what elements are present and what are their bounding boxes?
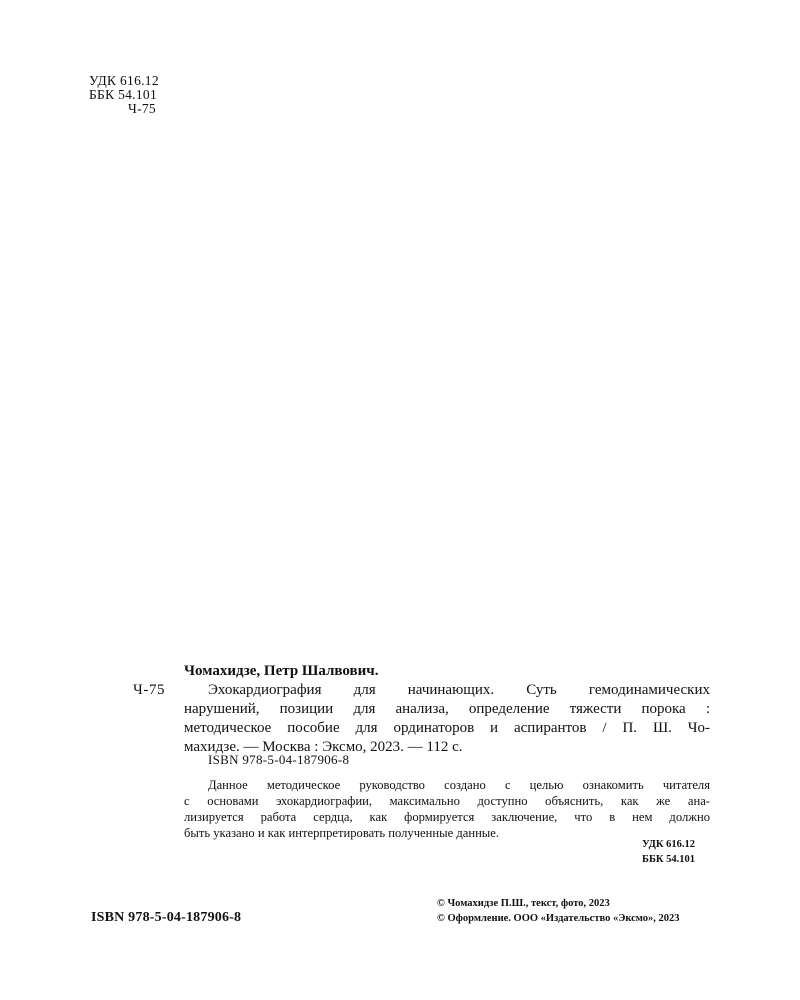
description-line: нарушений, позиции для анализа, определение тяжести порока : [184, 701, 710, 717]
copyright-line: © Чомахидзе П.Ш., текст, фото, 2023 [437, 898, 610, 909]
isbn-line: ISBN 978-5-04-187906-8 [208, 752, 350, 767]
description-line: Эхокардиография для начинающих. Суть гемодинамических [208, 682, 710, 698]
annotation-line: быть указано и как интерпретировать полученные данные. [184, 826, 500, 840]
copyright-block [437, 896, 680, 926]
copyright-line: © Оформление. ООО «Издательство «Эксмо», 2023 [437, 913, 680, 924]
bbk-code: ББК 54.101 [642, 854, 695, 865]
classification-block-top [89, 74, 159, 116]
isbn-bottom: ISBN 978-5-04-187906-8 [91, 910, 242, 925]
description-line: махидзе. — Москва : Эксмо, 2023. — 112 с. [184, 739, 463, 755]
udk-code: УДК 616.12 [89, 73, 159, 88]
author-heading: Чомахидзе, Петр Шалвович. [184, 663, 379, 679]
cutter-code-side: Ч-75 [133, 682, 166, 698]
annotation [184, 777, 710, 841]
bibliographic-description [184, 681, 710, 757]
annotation-line: лизируется работа сердца, как формируется заключение, что в нем должно [184, 810, 710, 824]
bbk-code: ББК 54.101 [89, 87, 158, 102]
annotation-line: Данное методическое руководство создано с целью ознакомить читателя [208, 778, 710, 792]
classification-block-bottom [642, 837, 695, 867]
annotation-line: с основами эхокардиографии, максимально доступно объяснить, как же ана- [184, 794, 710, 808]
udk-code: УДК 616.12 [642, 839, 695, 850]
description-line: методическое пособие для ординаторов и аспирантов / П. Ш. Чо- [184, 720, 710, 736]
cutter-code: Ч-75 [128, 101, 156, 116]
